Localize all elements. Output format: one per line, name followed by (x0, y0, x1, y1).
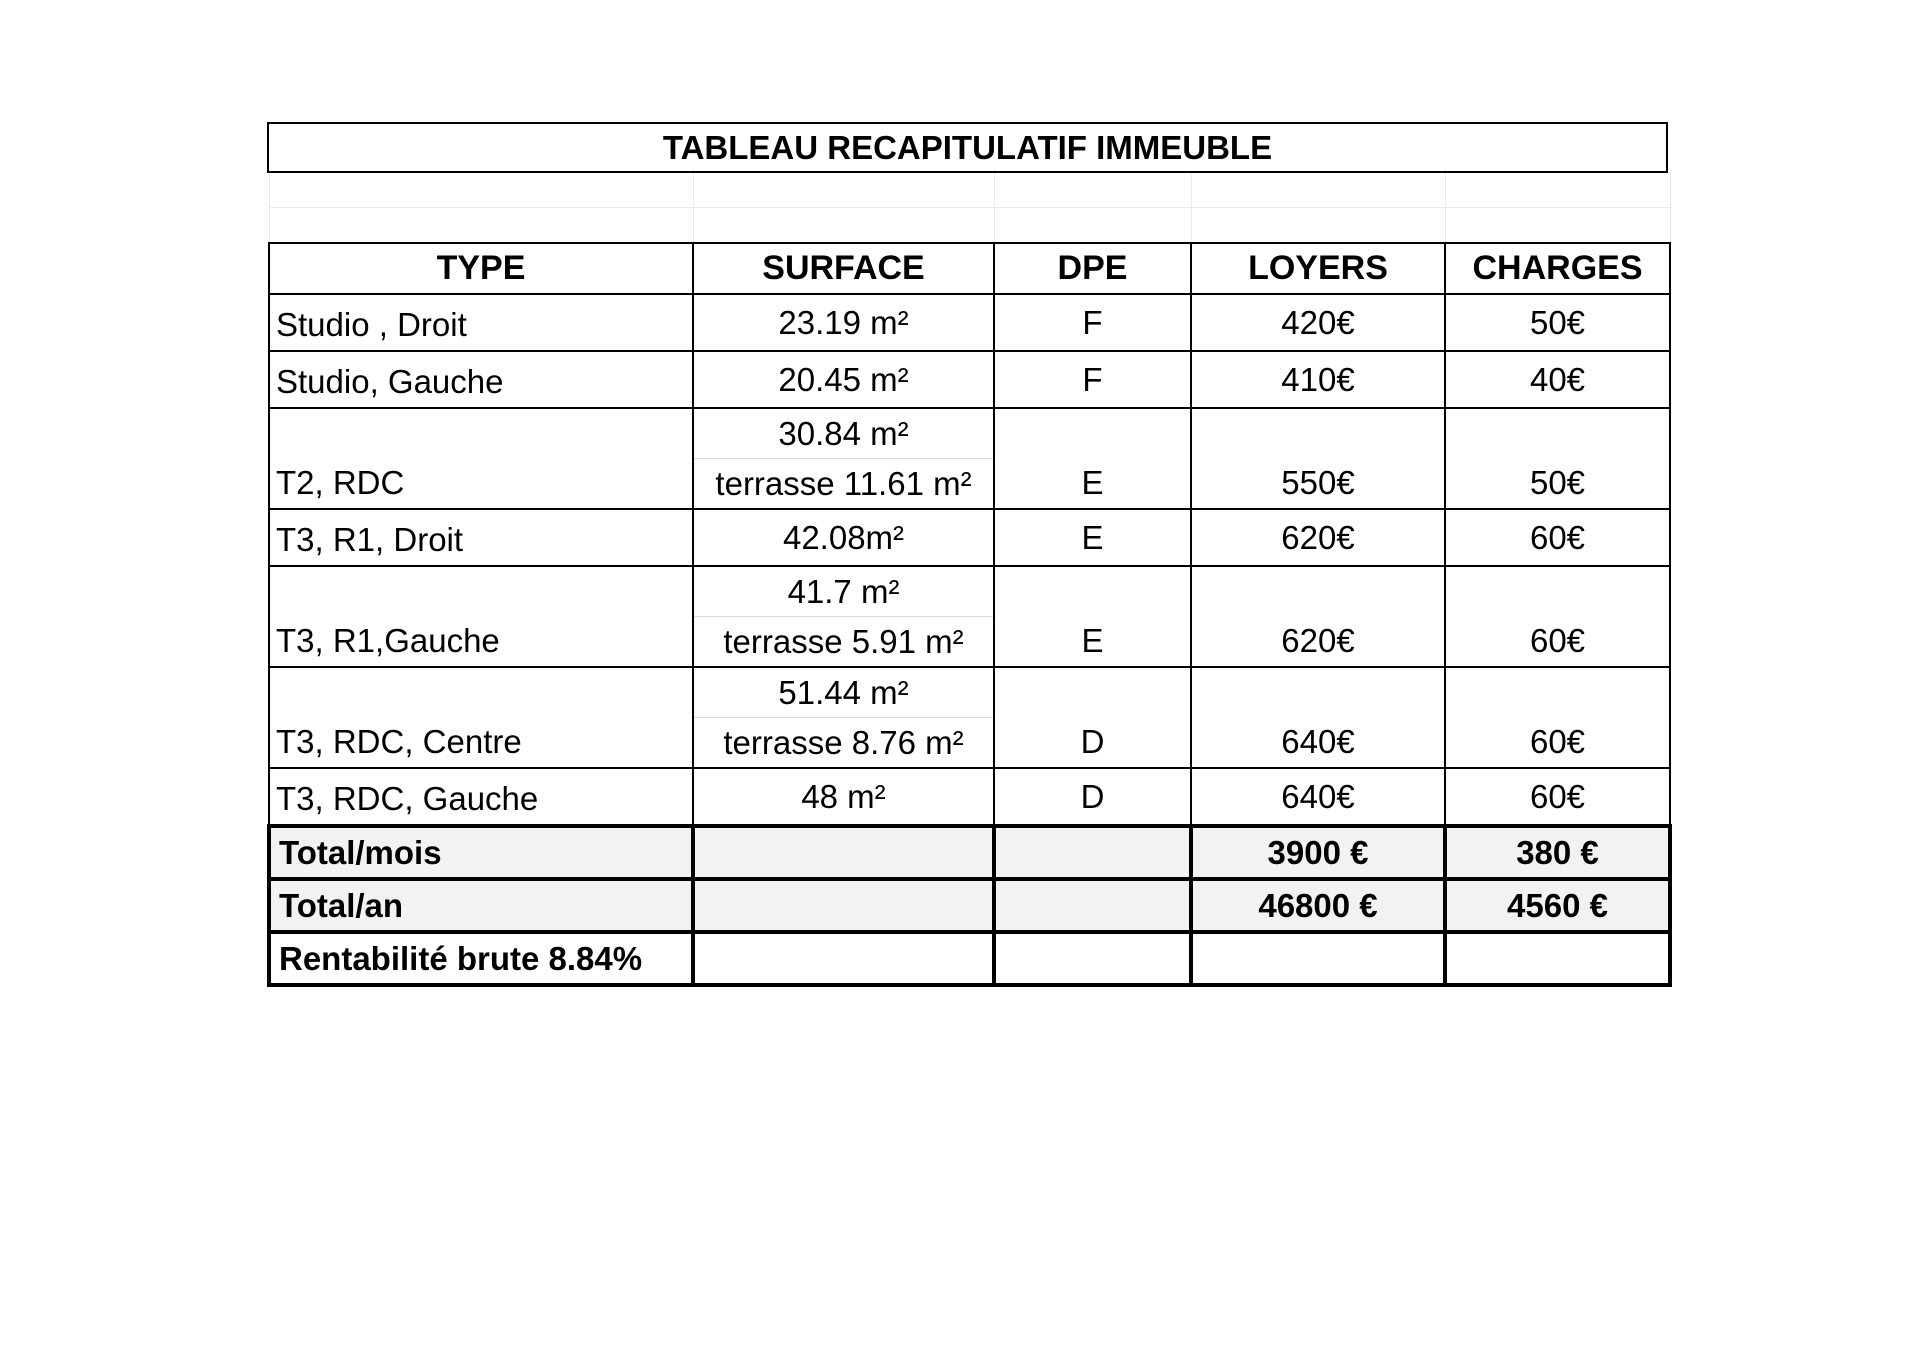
rentabilite-charges (1445, 932, 1670, 985)
cell-type: T3, R1,Gauche (269, 566, 693, 667)
cell-loyers: 420€ (1191, 294, 1445, 351)
rentabilite-label: Rentabilité brute 8.84% (269, 932, 693, 985)
sheet-title: TABLEAU RECAPITULATIF IMMEUBLE (267, 122, 1668, 173)
total-year-charges: 4560 € (1445, 879, 1670, 932)
cell-surface: 30.84 m² (693, 408, 994, 459)
total-year-label: Total/an (269, 879, 693, 932)
cell-dpe: D (994, 768, 1191, 826)
cell-surface: 48 m² (693, 768, 994, 826)
header-loyers: LOYERS (1191, 243, 1445, 294)
table-row (269, 408, 1670, 459)
spacer-row (269, 173, 1670, 208)
total-month-row (269, 826, 1670, 879)
table-row (269, 768, 1670, 826)
header-dpe: DPE (994, 243, 1191, 294)
cell-dpe: E (994, 408, 1191, 509)
cell-charges: 50€ (1445, 294, 1670, 351)
total-month-dpe (994, 826, 1191, 879)
cell-surface-terrasse: terrasse 11.61 m² (693, 459, 994, 510)
cell-charges: 60€ (1445, 768, 1670, 826)
cell-charges: 60€ (1445, 667, 1670, 768)
cell-loyers: 640€ (1191, 667, 1445, 768)
table-row (269, 667, 1670, 718)
cell-surface: 20.45 m² (693, 351, 994, 408)
rentabilite-surface (693, 932, 994, 985)
cell-dpe: D (994, 667, 1191, 768)
cell-charges: 60€ (1445, 509, 1670, 566)
total-year-loyers: 46800 € (1191, 879, 1445, 932)
table-row (269, 509, 1670, 566)
cell-charges: 40€ (1445, 351, 1670, 408)
total-month-label: Total/mois (269, 826, 693, 879)
cell-type: Studio, Gauche (269, 351, 693, 408)
header-row (269, 243, 1670, 294)
spacer-row (269, 208, 1670, 244)
cell-dpe: F (994, 294, 1191, 351)
cell-charges: 50€ (1445, 408, 1670, 509)
cell-charges: 60€ (1445, 566, 1670, 667)
cell-type: T3, RDC, Gauche (269, 768, 693, 826)
summary-table (267, 173, 1672, 987)
cell-type: T2, RDC (269, 408, 693, 509)
header-surface: SURFACE (693, 243, 994, 294)
rentabilite-dpe (994, 932, 1191, 985)
cell-loyers: 410€ (1191, 351, 1445, 408)
cell-dpe: F (994, 351, 1191, 408)
rentabilite-row (269, 932, 1670, 985)
cell-surface: 41.7 m² (693, 566, 994, 617)
rentabilite-loyers (1191, 932, 1445, 985)
cell-surface-terrasse: terrasse 5.91 m² (693, 617, 994, 668)
total-year-surface (693, 879, 994, 932)
total-year-dpe (994, 879, 1191, 932)
cell-dpe: E (994, 566, 1191, 667)
table-row (269, 351, 1670, 408)
cell-loyers: 550€ (1191, 408, 1445, 509)
total-month-loyers: 3900 € (1191, 826, 1445, 879)
cell-loyers: 620€ (1191, 509, 1445, 566)
cell-surface: 51.44 m² (693, 667, 994, 718)
cell-surface: 23.19 m² (693, 294, 994, 351)
cell-loyers: 620€ (1191, 566, 1445, 667)
cell-type: T3, RDC, Centre (269, 667, 693, 768)
header-type: TYPE (269, 243, 693, 294)
table-row (269, 294, 1670, 351)
cell-type: Studio , Droit (269, 294, 693, 351)
cell-dpe: E (994, 509, 1191, 566)
header-charges: CHARGES (1445, 243, 1670, 294)
table-row (269, 566, 1670, 617)
summary-sheet (267, 122, 1668, 987)
cell-surface-terrasse: terrasse 8.76 m² (693, 718, 994, 769)
cell-surface: 42.08m² (693, 509, 994, 566)
cell-loyers: 640€ (1191, 768, 1445, 826)
total-month-charges: 380 € (1445, 826, 1670, 879)
cell-type: T3, R1, Droit (269, 509, 693, 566)
total-month-surface (693, 826, 994, 879)
total-year-row (269, 879, 1670, 932)
